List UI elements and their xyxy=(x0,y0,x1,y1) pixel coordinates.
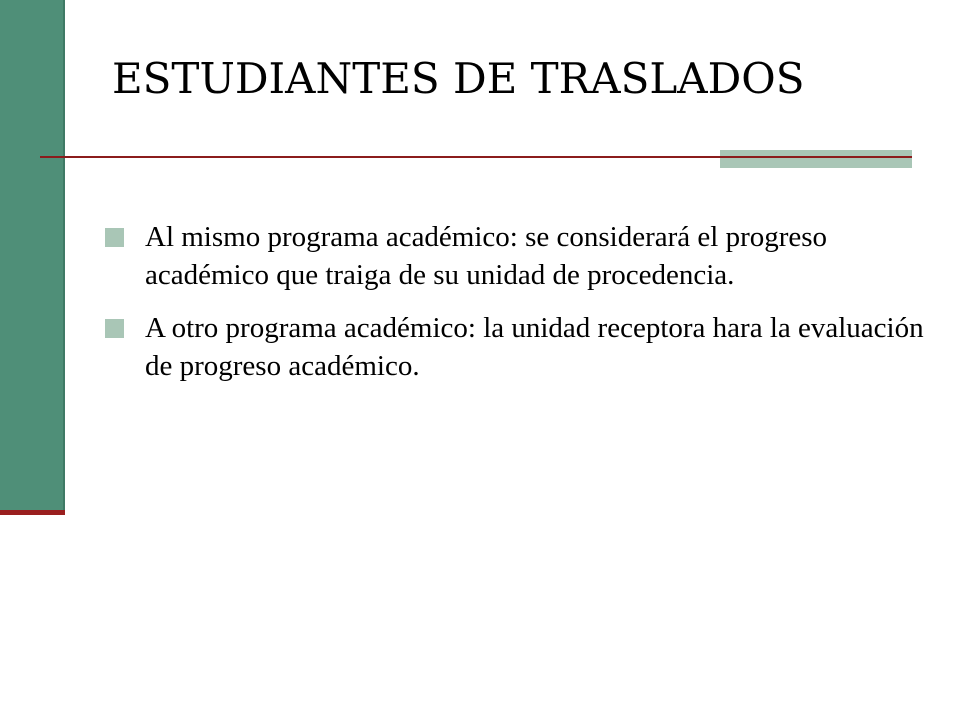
left-decorative-band xyxy=(0,0,63,512)
bullet-item xyxy=(105,218,925,295)
left-band-shadow xyxy=(63,0,65,512)
square-bullet-icon xyxy=(105,228,124,247)
bullet-text: Al mismo programa académico: se considerará el progreso académico que traiga de su unidad de procedencia. xyxy=(145,221,828,292)
bullet-item xyxy=(105,309,925,386)
title-rule-accent-block xyxy=(720,150,912,168)
bullet-text: A otro programa académico: la unidad receptora hara la evaluación de progreso académico. xyxy=(145,311,924,382)
slide-title: ESTUDIANTES DE TRASLADOS xyxy=(112,54,805,103)
square-bullet-icon xyxy=(105,319,124,338)
title-divider-line-over-accent xyxy=(720,156,912,158)
left-band-bottom-edge xyxy=(0,510,65,515)
bullet-list xyxy=(105,218,925,399)
